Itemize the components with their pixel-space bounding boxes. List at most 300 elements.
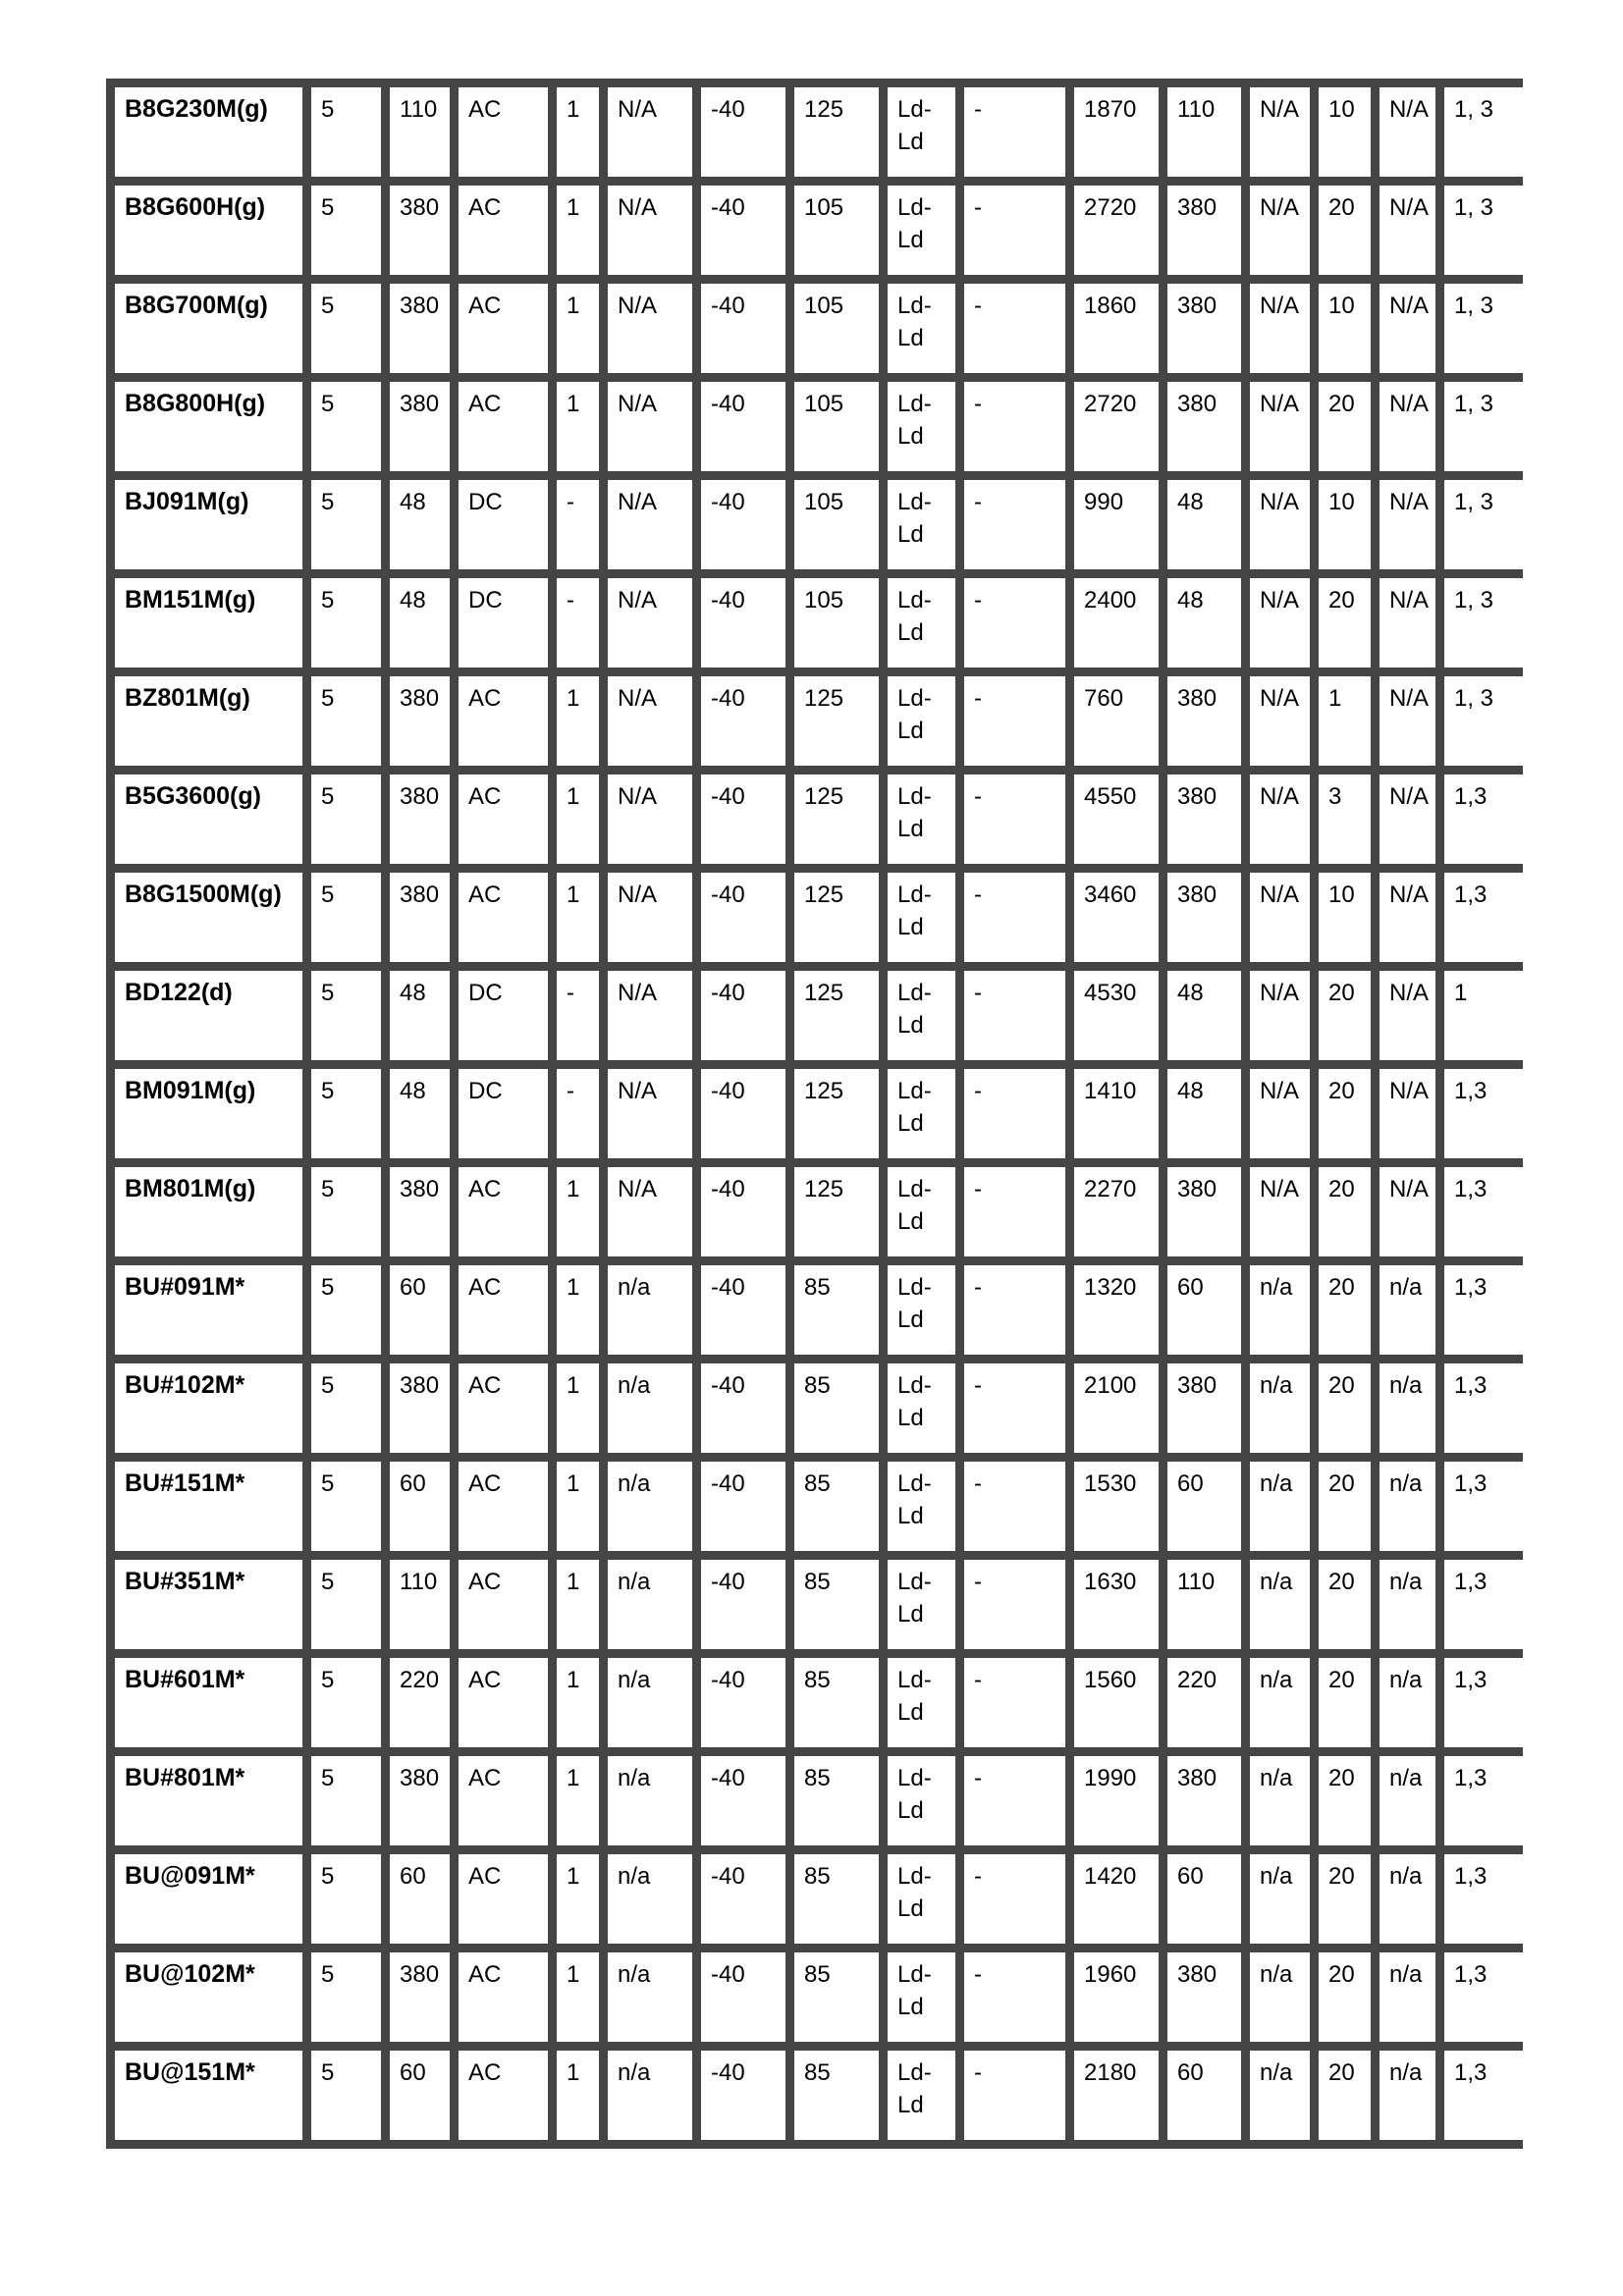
value-cell: 1, 3 xyxy=(1440,378,1523,476)
value-cell: AC xyxy=(455,1261,553,1360)
value-cell: - xyxy=(960,83,1070,182)
value-cell: AC xyxy=(455,378,553,476)
value-cell: N/A xyxy=(1246,771,1315,869)
value-cell: N/A xyxy=(604,1065,697,1163)
value-cell: n/a xyxy=(1246,2047,1315,2145)
value-cell: - xyxy=(960,1556,1070,1654)
value-cell: AC xyxy=(455,1458,553,1556)
value-cell: AC xyxy=(455,672,553,771)
value-cell: 380 xyxy=(1163,1949,1246,2047)
value-cell: 990 xyxy=(1070,476,1163,574)
value-cell: N/A xyxy=(1246,280,1315,378)
value-cell: - xyxy=(960,1360,1070,1458)
value-cell: 125 xyxy=(790,967,884,1065)
value-cell: Ld-Ld xyxy=(884,1556,960,1654)
table-row xyxy=(111,1261,1523,1360)
model-cell: BM091M(g) xyxy=(111,1065,307,1163)
value-cell: 380 xyxy=(1163,280,1246,378)
value-cell: 110 xyxy=(386,83,455,182)
value-cell: N/A xyxy=(1246,672,1315,771)
value-cell: 125 xyxy=(790,1163,884,1261)
value-cell: 1,3 xyxy=(1440,1360,1523,1458)
model-cell: BU#102M* xyxy=(111,1360,307,1458)
value-cell: 2270 xyxy=(1070,1163,1163,1261)
value-cell: AC xyxy=(455,771,553,869)
value-cell: DC xyxy=(455,476,553,574)
table-row xyxy=(111,2047,1523,2145)
value-cell: 2720 xyxy=(1070,378,1163,476)
value-cell: 4530 xyxy=(1070,967,1163,1065)
value-cell: 5 xyxy=(307,1261,386,1360)
value-cell: N/A xyxy=(604,280,697,378)
value-cell: 380 xyxy=(1163,869,1246,967)
value-cell: n/a xyxy=(1246,1261,1315,1360)
value-cell: -40 xyxy=(697,1654,790,1752)
value-cell: 60 xyxy=(1163,1850,1246,1949)
value-cell: n/a xyxy=(1376,1556,1440,1654)
value-cell: 5 xyxy=(307,967,386,1065)
table-row xyxy=(111,1654,1523,1752)
value-cell: - xyxy=(960,1752,1070,1850)
table-row xyxy=(111,476,1523,574)
value-cell: 60 xyxy=(386,1261,455,1360)
value-cell: 48 xyxy=(1163,476,1246,574)
value-cell: 20 xyxy=(1315,967,1376,1065)
value-cell: N/A xyxy=(1376,83,1440,182)
value-cell: 380 xyxy=(1163,1360,1246,1458)
value-cell: -40 xyxy=(697,83,790,182)
value-cell: -40 xyxy=(697,280,790,378)
value-cell: AC xyxy=(455,1360,553,1458)
value-cell: 1 xyxy=(553,1458,604,1556)
value-cell: 20 xyxy=(1315,1458,1376,1556)
value-cell: 1410 xyxy=(1070,1065,1163,1163)
value-cell: n/a xyxy=(1376,1949,1440,2047)
table-row xyxy=(111,182,1523,280)
table-row xyxy=(111,1360,1523,1458)
value-cell: AC xyxy=(455,280,553,378)
value-cell: DC xyxy=(455,574,553,672)
value-cell: 1420 xyxy=(1070,1850,1163,1949)
value-cell: 48 xyxy=(386,1065,455,1163)
value-cell: n/a xyxy=(604,1654,697,1752)
value-cell: - xyxy=(960,1458,1070,1556)
value-cell: 1 xyxy=(553,869,604,967)
value-cell: -40 xyxy=(697,1261,790,1360)
value-cell: 380 xyxy=(386,869,455,967)
value-cell: 1 xyxy=(553,280,604,378)
value-cell: 105 xyxy=(790,378,884,476)
value-cell: -40 xyxy=(697,869,790,967)
value-cell: 1 xyxy=(553,1752,604,1850)
model-cell: BU@102M* xyxy=(111,1949,307,2047)
value-cell: 1 xyxy=(553,771,604,869)
value-cell: - xyxy=(960,1261,1070,1360)
value-cell: 1,3 xyxy=(1440,1261,1523,1360)
value-cell: 1 xyxy=(553,1949,604,2047)
value-cell: 105 xyxy=(790,476,884,574)
value-cell: - xyxy=(960,1850,1070,1949)
model-cell: B8G800H(g) xyxy=(111,378,307,476)
value-cell: 220 xyxy=(386,1654,455,1752)
spec-table xyxy=(106,79,1523,2149)
model-cell: B8G1500M(g) xyxy=(111,869,307,967)
value-cell: 1,3 xyxy=(1440,1556,1523,1654)
value-cell: 1630 xyxy=(1070,1556,1163,1654)
value-cell: Ld-Ld xyxy=(884,1949,960,2047)
value-cell: N/A xyxy=(604,476,697,574)
value-cell: N/A xyxy=(1246,574,1315,672)
value-cell: 380 xyxy=(386,1163,455,1261)
model-cell: BJ091M(g) xyxy=(111,476,307,574)
value-cell: -40 xyxy=(697,1556,790,1654)
value-cell: 2400 xyxy=(1070,574,1163,672)
value-cell: - xyxy=(553,476,604,574)
value-cell: 85 xyxy=(790,1850,884,1949)
value-cell: n/a xyxy=(604,1360,697,1458)
value-cell: 48 xyxy=(1163,967,1246,1065)
value-cell: 1960 xyxy=(1070,1949,1163,2047)
table-row xyxy=(111,1556,1523,1654)
value-cell: 85 xyxy=(790,1261,884,1360)
value-cell: 5 xyxy=(307,1654,386,1752)
value-cell: 1,3 xyxy=(1440,1752,1523,1850)
value-cell: 4550 xyxy=(1070,771,1163,869)
value-cell: - xyxy=(960,2047,1070,2145)
value-cell: DC xyxy=(455,1065,553,1163)
value-cell: 60 xyxy=(1163,1458,1246,1556)
value-cell: 5 xyxy=(307,1556,386,1654)
value-cell: 1530 xyxy=(1070,1458,1163,1556)
value-cell: AC xyxy=(455,2047,553,2145)
value-cell: 20 xyxy=(1315,1850,1376,1949)
value-cell: 1 xyxy=(553,2047,604,2145)
value-cell: 1560 xyxy=(1070,1654,1163,1752)
value-cell: Ld-Ld xyxy=(884,83,960,182)
value-cell: N/A xyxy=(1246,182,1315,280)
value-cell: 380 xyxy=(1163,1163,1246,1261)
value-cell: 5 xyxy=(307,2047,386,2145)
value-cell: -40 xyxy=(697,1752,790,1850)
value-cell: 5 xyxy=(307,1850,386,1949)
value-cell: -40 xyxy=(697,182,790,280)
value-cell: 48 xyxy=(386,967,455,1065)
model-cell: B8G600H(g) xyxy=(111,182,307,280)
value-cell: N/A xyxy=(1246,1163,1315,1261)
value-cell: 5 xyxy=(307,1949,386,2047)
value-cell: 5 xyxy=(307,1163,386,1261)
value-cell: - xyxy=(960,1065,1070,1163)
value-cell: N/A xyxy=(1376,574,1440,672)
value-cell: -40 xyxy=(697,1163,790,1261)
value-cell: - xyxy=(960,869,1070,967)
value-cell: - xyxy=(960,1654,1070,1752)
value-cell: DC xyxy=(455,967,553,1065)
value-cell: n/a xyxy=(1376,1261,1440,1360)
value-cell: Ld-Ld xyxy=(884,1458,960,1556)
value-cell: 20 xyxy=(1315,182,1376,280)
value-cell: N/A xyxy=(604,1163,697,1261)
value-cell: -40 xyxy=(697,476,790,574)
value-cell: N/A xyxy=(604,182,697,280)
value-cell: 48 xyxy=(386,476,455,574)
table-row xyxy=(111,672,1523,771)
value-cell: 380 xyxy=(1163,182,1246,280)
value-cell: 20 xyxy=(1315,378,1376,476)
value-cell: 1, 3 xyxy=(1440,280,1523,378)
value-cell: 85 xyxy=(790,1949,884,2047)
value-cell: - xyxy=(960,182,1070,280)
value-cell: 1 xyxy=(1440,967,1523,1065)
value-cell: 85 xyxy=(790,1752,884,1850)
value-cell: N/A xyxy=(1376,280,1440,378)
value-cell: - xyxy=(553,1065,604,1163)
value-cell: Ld-Ld xyxy=(884,869,960,967)
value-cell: 5 xyxy=(307,1360,386,1458)
value-cell: 110 xyxy=(1163,83,1246,182)
value-cell: 105 xyxy=(790,574,884,672)
value-cell: - xyxy=(960,378,1070,476)
value-cell: 1,3 xyxy=(1440,1949,1523,2047)
model-cell: BU#351M* xyxy=(111,1556,307,1654)
model-cell: BM801M(g) xyxy=(111,1163,307,1261)
value-cell: Ld-Ld xyxy=(884,771,960,869)
value-cell: Ld-Ld xyxy=(884,1065,960,1163)
value-cell: 380 xyxy=(1163,672,1246,771)
model-cell: BU#801M* xyxy=(111,1752,307,1850)
value-cell: 1,3 xyxy=(1440,1654,1523,1752)
model-cell: B5G3600(g) xyxy=(111,771,307,869)
value-cell: N/A xyxy=(604,771,697,869)
value-cell: AC xyxy=(455,182,553,280)
value-cell: 380 xyxy=(386,378,455,476)
model-cell: BU#091M* xyxy=(111,1261,307,1360)
value-cell: 380 xyxy=(386,1752,455,1850)
value-cell: 380 xyxy=(1163,378,1246,476)
value-cell: - xyxy=(960,967,1070,1065)
value-cell: 10 xyxy=(1315,280,1376,378)
value-cell: n/a xyxy=(1246,1850,1315,1949)
value-cell: -40 xyxy=(697,1850,790,1949)
value-cell: 1, 3 xyxy=(1440,672,1523,771)
value-cell: AC xyxy=(455,1850,553,1949)
value-cell: 60 xyxy=(386,1850,455,1949)
value-cell: Ld-Ld xyxy=(884,280,960,378)
value-cell: 60 xyxy=(386,2047,455,2145)
value-cell: -40 xyxy=(697,378,790,476)
value-cell: n/a xyxy=(1376,1752,1440,1850)
value-cell: 1, 3 xyxy=(1440,476,1523,574)
value-cell: 5 xyxy=(307,869,386,967)
value-cell: Ld-Ld xyxy=(884,1163,960,1261)
value-cell: 2180 xyxy=(1070,2047,1163,2145)
value-cell: 1,3 xyxy=(1440,869,1523,967)
value-cell: n/a xyxy=(1246,1752,1315,1850)
value-cell: n/a xyxy=(1246,1458,1315,1556)
value-cell: N/A xyxy=(604,378,697,476)
value-cell: AC xyxy=(455,1752,553,1850)
value-cell: Ld-Ld xyxy=(884,574,960,672)
value-cell: 1990 xyxy=(1070,1752,1163,1850)
value-cell: -40 xyxy=(697,967,790,1065)
value-cell: - xyxy=(960,476,1070,574)
value-cell: N/A xyxy=(604,672,697,771)
value-cell: N/A xyxy=(1376,869,1440,967)
value-cell: n/a xyxy=(604,1556,697,1654)
value-cell: 5 xyxy=(307,1458,386,1556)
value-cell: n/a xyxy=(604,1261,697,1360)
value-cell: 20 xyxy=(1315,574,1376,672)
value-cell: -40 xyxy=(697,1065,790,1163)
value-cell: 1860 xyxy=(1070,280,1163,378)
value-cell: 20 xyxy=(1315,1261,1376,1360)
model-cell: BZ801M(g) xyxy=(111,672,307,771)
value-cell: 5 xyxy=(307,771,386,869)
value-cell: - xyxy=(960,280,1070,378)
value-cell: 125 xyxy=(790,83,884,182)
value-cell: 85 xyxy=(790,1360,884,1458)
value-cell: 105 xyxy=(790,280,884,378)
table-row xyxy=(111,1850,1523,1949)
value-cell: N/A xyxy=(604,83,697,182)
value-cell: n/a xyxy=(604,2047,697,2145)
value-cell: n/a xyxy=(1246,1556,1315,1654)
value-cell: 1,3 xyxy=(1440,1458,1523,1556)
value-cell: N/A xyxy=(1376,182,1440,280)
value-cell: n/a xyxy=(1376,1654,1440,1752)
model-cell: B8G230M(g) xyxy=(111,83,307,182)
table-row xyxy=(111,1458,1523,1556)
value-cell: 1 xyxy=(553,378,604,476)
value-cell: 380 xyxy=(386,771,455,869)
value-cell: 1 xyxy=(553,1850,604,1949)
value-cell: Ld-Ld xyxy=(884,672,960,771)
table-row xyxy=(111,280,1523,378)
value-cell: 1,3 xyxy=(1440,1163,1523,1261)
value-cell: AC xyxy=(455,1654,553,1752)
table-row xyxy=(111,1065,1523,1163)
value-cell: - xyxy=(960,1163,1070,1261)
value-cell: 20 xyxy=(1315,1654,1376,1752)
value-cell: Ld-Ld xyxy=(884,1850,960,1949)
value-cell: 5 xyxy=(307,476,386,574)
value-cell: 60 xyxy=(1163,1261,1246,1360)
value-cell: AC xyxy=(455,1556,553,1654)
value-cell: 1 xyxy=(553,1163,604,1261)
value-cell: 380 xyxy=(386,1360,455,1458)
table-row xyxy=(111,1949,1523,2047)
table-row xyxy=(111,83,1523,182)
model-cell: BU#151M* xyxy=(111,1458,307,1556)
value-cell: -40 xyxy=(697,1360,790,1458)
value-cell: 1 xyxy=(553,1556,604,1654)
value-cell: 3460 xyxy=(1070,869,1163,967)
value-cell: n/a xyxy=(604,1752,697,1850)
value-cell: 48 xyxy=(1163,574,1246,672)
value-cell: 380 xyxy=(1163,1752,1246,1850)
value-cell: 1870 xyxy=(1070,83,1163,182)
value-cell: 5 xyxy=(307,1752,386,1850)
value-cell: n/a xyxy=(1246,1949,1315,2047)
value-cell: Ld-Ld xyxy=(884,1360,960,1458)
value-cell: Ld-Ld xyxy=(884,1261,960,1360)
table-row xyxy=(111,574,1523,672)
value-cell: 1,3 xyxy=(1440,1065,1523,1163)
value-cell: 1,3 xyxy=(1440,771,1523,869)
table-row xyxy=(111,378,1523,476)
value-cell: 1 xyxy=(553,83,604,182)
value-cell: 20 xyxy=(1315,1163,1376,1261)
value-cell: N/A xyxy=(1376,476,1440,574)
value-cell: 20 xyxy=(1315,1065,1376,1163)
model-cell: B8G700M(g) xyxy=(111,280,307,378)
value-cell: Ld-Ld xyxy=(884,1752,960,1850)
value-cell: -40 xyxy=(697,1949,790,2047)
value-cell: n/a xyxy=(1246,1654,1315,1752)
value-cell: N/A xyxy=(604,967,697,1065)
value-cell: 125 xyxy=(790,869,884,967)
value-cell: 1 xyxy=(553,1360,604,1458)
value-cell: N/A xyxy=(1376,1163,1440,1261)
value-cell: n/a xyxy=(1376,1360,1440,1458)
value-cell: 125 xyxy=(790,1065,884,1163)
value-cell: - xyxy=(960,672,1070,771)
value-cell: 1, 3 xyxy=(1440,182,1523,280)
value-cell: 10 xyxy=(1315,476,1376,574)
value-cell: N/A xyxy=(1376,672,1440,771)
value-cell: Ld-Ld xyxy=(884,476,960,574)
value-cell: 125 xyxy=(790,672,884,771)
value-cell: 5 xyxy=(307,280,386,378)
value-cell: 1,3 xyxy=(1440,1850,1523,1949)
value-cell: 125 xyxy=(790,771,884,869)
value-cell: 2720 xyxy=(1070,182,1163,280)
value-cell: 5 xyxy=(307,574,386,672)
value-cell: -40 xyxy=(697,574,790,672)
value-cell: 5 xyxy=(307,1065,386,1163)
value-cell: 48 xyxy=(386,574,455,672)
value-cell: 1 xyxy=(1315,672,1376,771)
value-cell: 48 xyxy=(1163,1065,1246,1163)
value-cell: 3 xyxy=(1315,771,1376,869)
value-cell: 380 xyxy=(386,182,455,280)
value-cell: - xyxy=(960,574,1070,672)
value-cell: -40 xyxy=(697,771,790,869)
value-cell: 20 xyxy=(1315,1556,1376,1654)
value-cell: 2100 xyxy=(1070,1360,1163,1458)
value-cell: N/A xyxy=(1376,1065,1440,1163)
model-cell: BD122(d) xyxy=(111,967,307,1065)
value-cell: 20 xyxy=(1315,1949,1376,2047)
value-cell: 60 xyxy=(1163,2047,1246,2145)
value-cell: n/a xyxy=(604,1458,697,1556)
value-cell: 85 xyxy=(790,1556,884,1654)
value-cell: - xyxy=(960,1949,1070,2047)
value-cell: 1320 xyxy=(1070,1261,1163,1360)
value-cell: 380 xyxy=(386,1949,455,2047)
value-cell: 1, 3 xyxy=(1440,574,1523,672)
value-cell: 85 xyxy=(790,1654,884,1752)
value-cell: 380 xyxy=(386,280,455,378)
value-cell: -40 xyxy=(697,672,790,771)
value-cell: N/A xyxy=(1246,869,1315,967)
value-cell: N/A xyxy=(1246,967,1315,1065)
value-cell: n/a xyxy=(1376,1458,1440,1556)
value-cell: 1 xyxy=(553,1261,604,1360)
value-cell: 1 xyxy=(553,182,604,280)
value-cell: n/a xyxy=(1376,1850,1440,1949)
value-cell: -40 xyxy=(697,2047,790,2145)
